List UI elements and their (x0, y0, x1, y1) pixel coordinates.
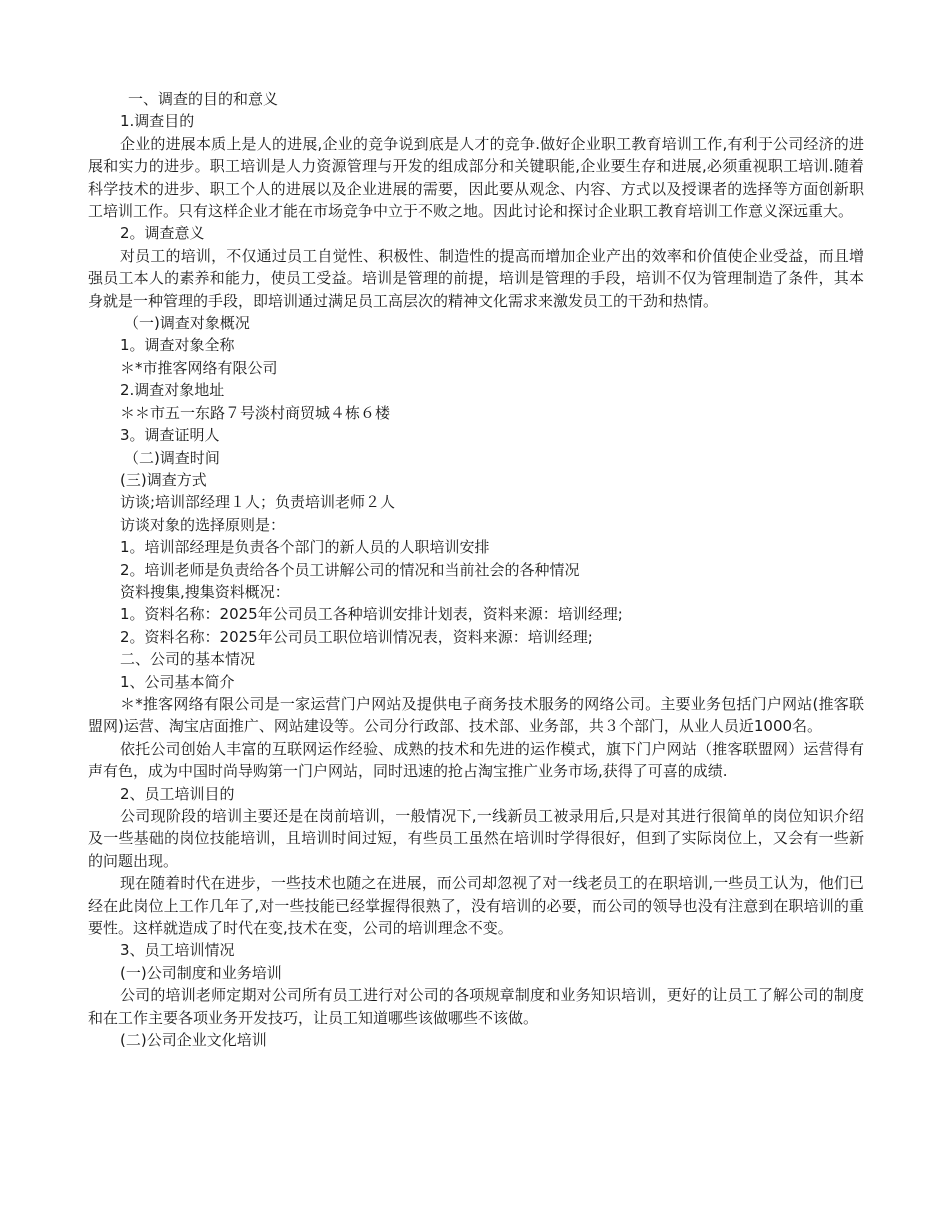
subsection-heading: 3、员工培训情况 (120, 941, 235, 960)
subsection-heading: (三)调查方式 (120, 470, 207, 489)
section-heading: 一、调查的目的和意义 (128, 90, 279, 108)
body-paragraph: 对员工的培训，不仅通过员工自觉性、积极性、制造性的提高而增加企业产出的效率和价值使企业受益，而且增强员工本人的素养和能力，使员工受益。培训是管理的前提，培训是管理的手段，培训不仅为管理制造了条件，其本身就是一种管理的手段，即培训通过满足员工高层次的精神文化需求来激发员工的干劲和热情。 (88, 246, 864, 310)
list-item: 访谈对象的选择原则是： (120, 515, 286, 534)
body-paragraph: 公司现阶段的培训主要还是在岗前培训，一般情况下,一线新员工被录用后,只是对其进行很简单的岗位知识介绍及一些基础的岗位技能培训，且培训时间过短，有些员工虽然在培训时学得很好，但到了实际岗位上，又会有一些新的问题出现。 (88, 807, 864, 870)
list-item: ＊＊市五一东路７号淡村商贸城４栋６楼 (120, 403, 391, 422)
body-paragraph: 依托公司创始人丰富的互联网运作经验、成熟的技术和先进的运作模式，旗下门户网站（推客联盟网）运营得有声有色，成为中国时尚导购第一门户网站，同时迅速的抢占淘宝推广业务市场,获得了可喜的成绩. (88, 739, 864, 781)
subsection-heading: (一)公司制度和业务培训 (120, 963, 282, 982)
list-item: 1。培训部经理是负责各个部门的新人员的人职培训安排 (120, 538, 490, 557)
list-item: 2。培训老师是负责给各个员工讲解公司的情况和当前社会的各种情况 (120, 560, 580, 579)
list-item: 3。调查证明人 (120, 426, 220, 445)
list-item: 1。资料名称：2025年公司员工各种培训安排计划表，资料来源：培训经理; (120, 605, 623, 624)
list-item: 2。资料名称：2025年公司员工职位培训情况表，资料来源：培训经理; (120, 627, 593, 646)
list-item: 2.调查对象地址 (120, 381, 225, 400)
subsection-heading: （二)调查时间 (124, 448, 220, 467)
subsection-heading: 2。调查意义 (120, 224, 205, 243)
subsection-heading: 1.调查目的 (120, 112, 195, 131)
body-paragraph: ＊*推客网络有限公司是一家运营门户网站及提供电子商务技术服务的网络公司。主要业务包括门户网站(推客联盟网)运营、淘宝店面推广、网站建设等。公司分行政部、技术部、业务部，共３个部门，从业人员近1000名。 (88, 694, 864, 736)
list-item: 1。调查对象全称 (120, 336, 235, 355)
subsection-heading: 1、公司基本简介 (120, 672, 235, 691)
document-body (88, 88, 864, 1051)
list-item: ＊*市推客网络有限公司 (120, 358, 278, 377)
body-paragraph: 公司的培训老师定期对公司所有员工进行对公司的各项规章制度和业务知识培训，更好的让员工了解公司的制度和在工作主要各项业务开发技巧，让员工知道哪些该做哪些不该做。 (88, 986, 864, 1027)
subsection-heading: (二)公司企业文化培训 (120, 1031, 267, 1050)
list-item: 资料搜集,搜集资料概况： (120, 582, 290, 601)
body-paragraph: 现在随着时代在进步，一些技术也随之在进展，而公司却忽视了对一线老员工的在职培训,一些员工认为，他们已经在此岗位上工作几年了,对一些技能已经掌握得很熟了，没有培训的必要，而公司的领导也没有注意到在职培训的重要性。这样就造成了时代在变,技术在变，公司的培训理念不变。 (88, 874, 864, 938)
subsection-heading: （一)调查对象概况 (124, 314, 250, 333)
section-heading: 二、公司的基本情况 (120, 650, 256, 669)
body-paragraph: 企业的进展本质上是人的进展,企业的竞争说到底是人才的竞争.做好企业职工教育培训工作,有利于公司经济的进展和实力的进步。职工培训是人力资源管理与开发的组成部分和关键职能,企业要生存和进展,必须重视职工培训.随着科学技术的进步、职工个人的进展以及企业进展的需要，因此要从观念、内容、方式以及授课者的选择等方面创新职工培训工作。只有这样企业才能在市场竞争中立于不败之地。因此讨论和探讨企业职工教育培训工作意义深远重大。 (88, 134, 864, 221)
subsection-heading: 2、员工培训目的 (120, 784, 235, 803)
list-item: 访谈;培训部经理１人；负责培训老师２人 (120, 493, 396, 512)
